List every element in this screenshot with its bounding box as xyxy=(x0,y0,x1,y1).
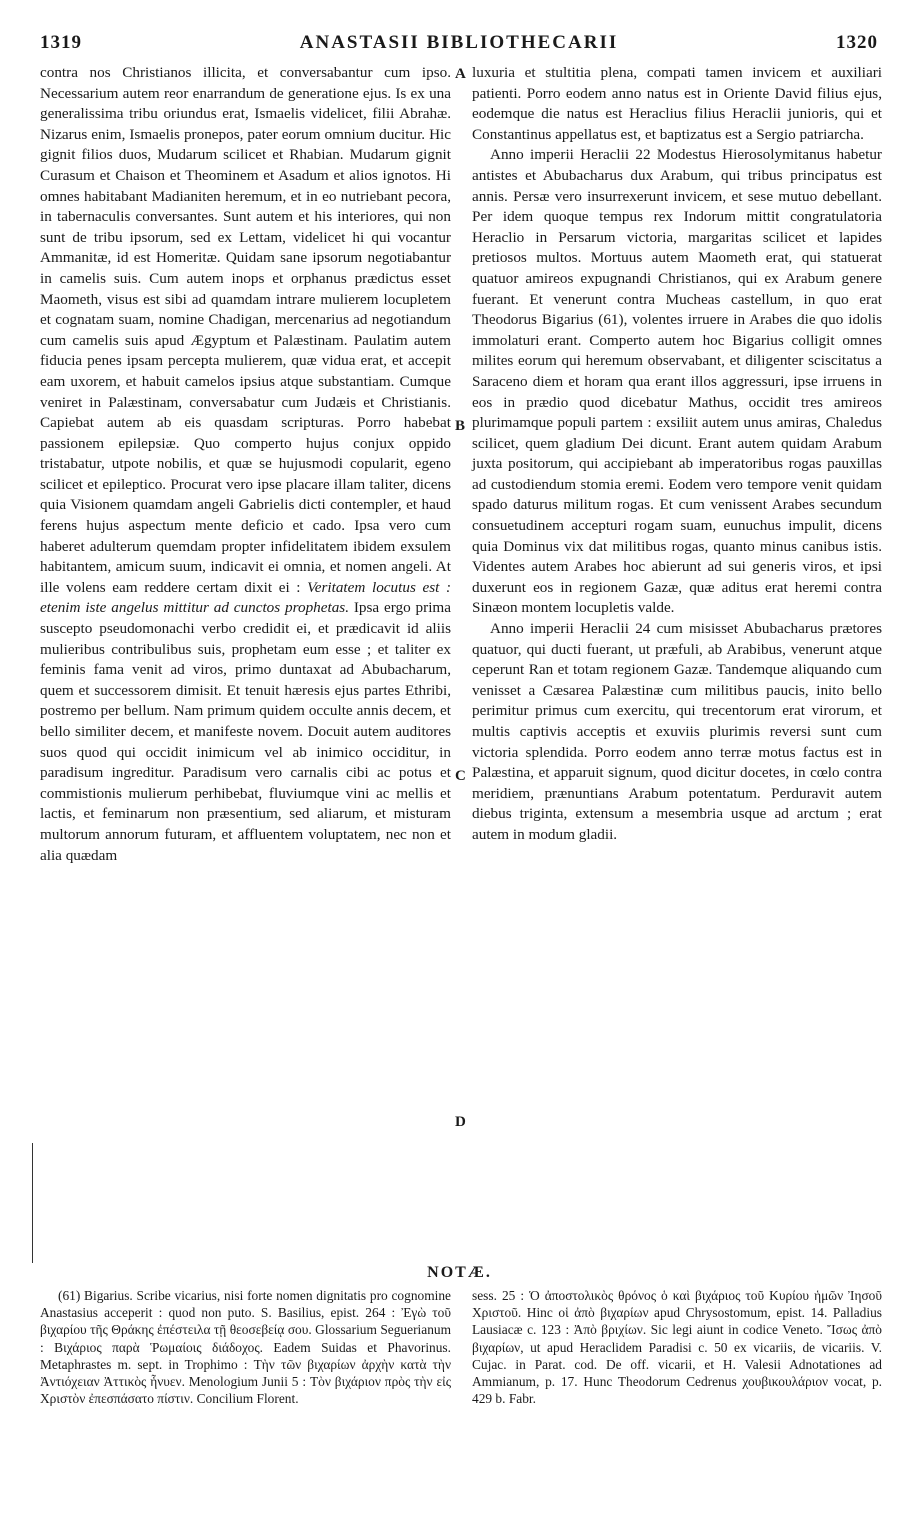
margin-rule xyxy=(32,1143,33,1263)
right-paragraph-3: Anno imperii Heraclii 24 cum misisset Abubacharus prætores quatuor, qui ducti fuerant, ut præfuli, ab Arabibus, venerunt atque ceperunt Ran et totam regionem Gazæ. Tandemque aliquando cum venisset a Cæsarea Palæstinæ cum militibus paucis, inito bello perimitur primus cum exercitu, qui trecentorum erat virorum, et multis captivis acceptis et exuviis plurimis reversi sunt cum victoria splendida. Porro eodem anno terræ motus factus est in Palæstina, et apparuit signum, quod dicitur docetes, in cœlo contra meridiem, prænuntians Arabum potentatum. Perduravit autem diebus triginta, extensum a mesembria usque ad arctum ; erat autem in modum gladii. xyxy=(472,620,882,843)
quoted-prophecy: Veritatem locutus est : etenim iste angelus mittitur ad cunctos prophetas. xyxy=(40,578,452,617)
section-marker-c: C xyxy=(455,768,466,784)
footnote-left: (61) Bigarius. Scribe vicarius, nisi forte nomen dignitatis pro cognomine Anastasius acceperit : quod non puto. S. Basilius, epist. 264 : Ἐγὼ τοῦ βιχαρίου τῆς Θράκης ἐπέστειλα τῇ θεοσεβείᾳ σου. Glossarium Seguerianum : Βιχάριος παρὰ Ῥωμαίοις διάδοχος. Eadem Suidas et Phavorinus. Metaphrastes m. sept. in Trophimo : Τὴν τῶν βιχαρίων ἀρχὴν κατὰ τὴν Ἀντιόχειαν Ἀττικὸς ἦνυεν. Menologium Junii 5 : Τὸν βιχάριον πρὸς τὴν εἰς Χριστὸν ἐπεσπάσατο πίστιν. Concilium Florent. xyxy=(40,1288,451,1407)
left-paragraph-continuation: Ipsa ergo prima suscepto pseudomonachi verbo credidit ei, et prædicavit id aliis mulieribus contribulibus suis, prophetam eum esse ; et taliter ex feminis fama venit ad viros, primo duntaxat ad Abubacharum, quem et successorem dimisit. Et tenuit hæresis ejus partes Ethribi, postremo per bellum. Nam primum quidem occulte annis decem, et bello similiter decem, et manifeste novem. Docuit autem auditores suos quod qui occidit inimicum vel ab inimico occiditur, in paradisum ingreditur. Paradisum vero carnalis cibi ac potus et commistionis mulierum perhibebat, fluviumque vini ac mellis et lactis, et feminarum non præsentium, sed aliarum, et misturam multorum annorum futuram, et affluentem voluptatem, nec non et alia quædam xyxy=(40,599,451,864)
left-paragraph-text: contra nos Christianos illicita, et conversabantur cum ipso. Necessarium autem reor enarrandum de generatione ejus. Is ex una generalissima tribu oriundus erat, Ismaelis videlicet, filii Abrahæ. Nizarus enim, Ismaelis pronepos, pater eorum omnium ducitur. Hic gignit filios duos, Mudarum scilicet et Rhabian. Mudarum gignit Curasum et Chaison et Theominem et Asadum et alios ignotos. Hi omnes habitabant Madianiten heremum, et in eo nutriebant pecora, in tabernaculis conversantes. Sunt autem et his interiores, qui non sunt de tribu ipsorum, sed ex Lettam, videlicet hi qui vocantur Ammanitæ, id est Homeritæ. Quidam sane ipsorum negotiabantur in camelis suis. Cum autem inops et orphanus prædictus esset Maometh, visus est sibi ad quamdam intrare mulierem locupletem et cognatam suam, nomine Chadigan, mercenarius ad negotiandum cum camelis suis apud Ægyptum et Palæstinam. Paulatim autem fiducia penes ipsam percepta mulierem, quæ vidua erat, et accepit eam uxorem, et habuit camelos ipsius atque substantiam. Cumque veniret in Palæstinam, conversabatur cum Judæis et Christianis. Capiebat autem ab eis quasdam scripturas. Porro habebat passionem epilepsiæ. Quo comperto hujus conjux oppido tristabatur, utpote nobilis, et quæ se hujusmodi copularit, egeno scilicet et epileptico. Procurat vero ipse placare illam taliter, dicens quia Visionem quamdam angeli Gabrielis dicti contempler, et haud ferens hujus aspectum mente deficio et cado. Ipsa vero cum haberet adulterum quemdam propter infidelitatem ibidem exsulem habitantem, amicum suum, indicavit ei omnia, et nomen angeli. At ille volens eam reddere certam dixit ei : xyxy=(40,64,451,596)
right-text-column xyxy=(472,63,882,1263)
section-marker-a: A xyxy=(455,66,466,82)
notes-heading: NOTÆ. xyxy=(427,1264,492,1281)
running-header xyxy=(40,32,878,54)
running-title: ANASTASII BIBLIOTHECARII xyxy=(299,32,619,53)
page-number-left: 1319 xyxy=(40,32,82,53)
right-paragraph-2: Anno imperii Heraclii 22 Modestus Hierosolymitanus habetur antistes et Abubacharus dux Arabum, qui tribus principatus est annis. Persæ vero insurrexerunt invicem, et sese mutuo debellant. Per idem quoque tempus rex Indorum mittit congratulatoria Heraclio in Persarum victoria, margaritas scilicet et lapides pretiosos multos. Mortuus autem Maometh erat, qui statuerat quatuor amireos expugnandi Christianos, qui ex Arabum genere fuerant. Et venerunt contra Mucheas castellum, in quo erat Theodorus Bigarius (61), volentes irruere in Arabes die quo idolis immolaturi erant. Comperto autem hoc Bigarius colligit omnes milites eorum qui heremum observabant, et diligenter sciscitatus a Saraceno diem et horam qua erant illos aggressuri, ipse irruens in eos in prædio quod dicebatur Mathus, occidit tres amireos plurimamque populi partem : exsiliit autem unus amiras, Chaledus scilicet, quem gladium Dei dicunt. Erant autem quidam Arabum juxta positorum, qui accipiebant ab imperatoribus rogas pauxillas ad custodiendum stomia eremi. Eodem vero tempore venit quidam spado daturus militum rogas. Et cum venissent Arabes secundum consuetudinem accepturi rogam suam, eunuchus impulit, dicens quia Dominus vix dat militibus rogas, quanto minus canibus istis. Videntes autem Arabes hoc abierunt ad sui generis viros, et ipsi duxerunt eos in regionem Gazæ, quæ aditus erat heremi contra Sinæon montem locupletis valde. xyxy=(472,146,882,617)
section-marker-b: B xyxy=(455,418,466,434)
footnote-right: sess. 25 : Ὁ ἀποστολικὸς θρόνος ὁ καὶ βιχάριος τοῦ Κυρίου ἡμῶν Ἰησοῦ Χριστοῦ. Hinc οἱ ἀπὸ βιχαρίων apud Chrysostomum, epist. 14. Palladius Lausiacæ c. 123 : Ἀπὸ βριχίων. Sic legi aiunt in codice Veneto. Ἴσως ἀπὸ βιχαρίων, ut apud Heraclidem Paradisi c. 50 ex vicariis, de vicariis. V. Cujac. in Parat. cod. De off. vicarii, et H. Valesii Adnotationes ad Ammianum, p. 17. Hunc Theodorum Cedrenus χουβικουλάριον vocat, p. 429 b. Fabr. xyxy=(472,1288,882,1407)
page-number-right: 1320 xyxy=(836,32,878,53)
right-paragraph-1: luxuria et stultitia plena, compati tamen invicem et auxiliari patienti. Porro eodem anno natus est in Oriente David filius ejus, eodemque die natus est Heraclius filius Heraclii junioris, qui et Constantinus appellatus est, et baptizatus est a Sergio patriarcha. xyxy=(472,64,882,143)
section-marker-d: D xyxy=(455,1114,466,1130)
left-text-column xyxy=(40,63,451,1263)
left-paragraph xyxy=(40,63,451,866)
